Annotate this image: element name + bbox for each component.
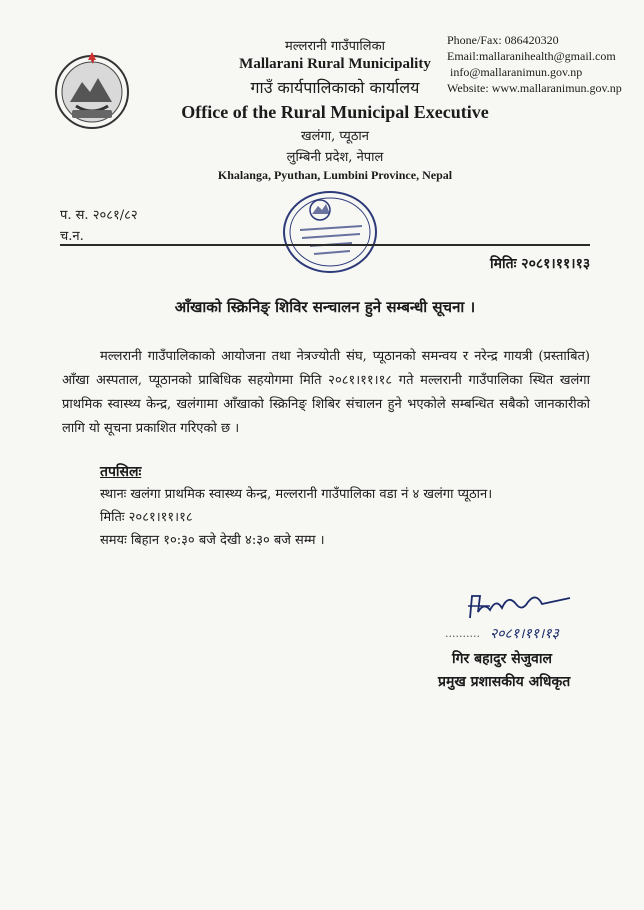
office-name-english: Office of the Rural Municipal Executive <box>181 102 489 122</box>
province-nepali: लुम्बिनी प्रदेश, नेपाल <box>286 150 384 165</box>
nepal-emblem-logo <box>52 50 132 130</box>
dispatch-number: च.न. <box>60 229 84 244</box>
notice-body: मल्लरानी गाउँपालिकाको आयोजना तथा नेत्रज्योती संघ, प्यूठानको समन्वय र नरेन्द्र गायत्री (प्रस्ताबित) आँखा अस्पताल, प्यूठानको प्राबिधिक सहयोगमा मिति २०८१।११।१८ गते मल्लरानी गाउँपालिका स्थित खलंगा प्राथमिक स्वास्थ्य केन्द्र, खलंगामा आँखाको स्क्रिनिङ् शिबिर संचालन हुने भएकोले सम्बन्धित सबैको जानकारीको लागि यो सूचना प्रकाशित गरिएको छ । <box>62 349 590 436</box>
website: Website: www.mallaranimun.gov.np <box>447 81 622 95</box>
event-location: स्थानः खलंगा प्राथमिक स्वास्थ्य केन्द्र, मल्लरानी गाउँपालिका वडा नं ४ खलंगा प्यूठान। <box>100 487 493 502</box>
address-english: Khalanga, Pyuthan, Lumbini Province, Nepal <box>217 168 453 182</box>
municipality-name-english: Mallarani Rural Municipality <box>239 56 431 72</box>
office-name-nepali: गाउँ कार्यपालिकाको कार्यालय <box>250 78 420 97</box>
municipality-name-nepali: मल्लरानी गाउँपालिका <box>285 39 385 54</box>
header-divider <box>60 244 590 246</box>
notice-title: आँखाको स्क्रिनिङ् शिविर सन्चालन हुने सम्बन्धी सूचना । <box>174 298 476 316</box>
contact-block <box>447 32 622 96</box>
event-date: मितिः २०८१।११।१८ <box>100 510 193 525</box>
details-heading: तपसिलः <box>100 464 142 480</box>
signatory-name: गिर बहादुर सेजुवाल <box>452 651 552 667</box>
email-primary: Email:mallaranihealth@gmail.com <box>447 49 616 63</box>
email-secondary: info@mallaranimun.gov.np <box>450 65 583 79</box>
event-time: समयः बिहान १०:३० बजे देखी ४:३० बजे सम्म । <box>100 533 325 548</box>
handwritten-date: २०८१।११।१३ <box>490 626 559 642</box>
reference-number: प. स. २०८१/८२ <box>60 208 138 223</box>
letter-date: मितिः २०८१।११।१३ <box>490 256 591 272</box>
signatory-designation: प्रमुख प्रशासकीय अधिकृत <box>438 674 571 690</box>
place-nepali: खलंगा, प्यूठान <box>301 129 369 144</box>
signature-dots: .......... <box>445 627 480 640</box>
phone-fax: Phone/Fax: 086420320 <box>447 33 559 47</box>
office-seal-stamp <box>280 188 380 276</box>
